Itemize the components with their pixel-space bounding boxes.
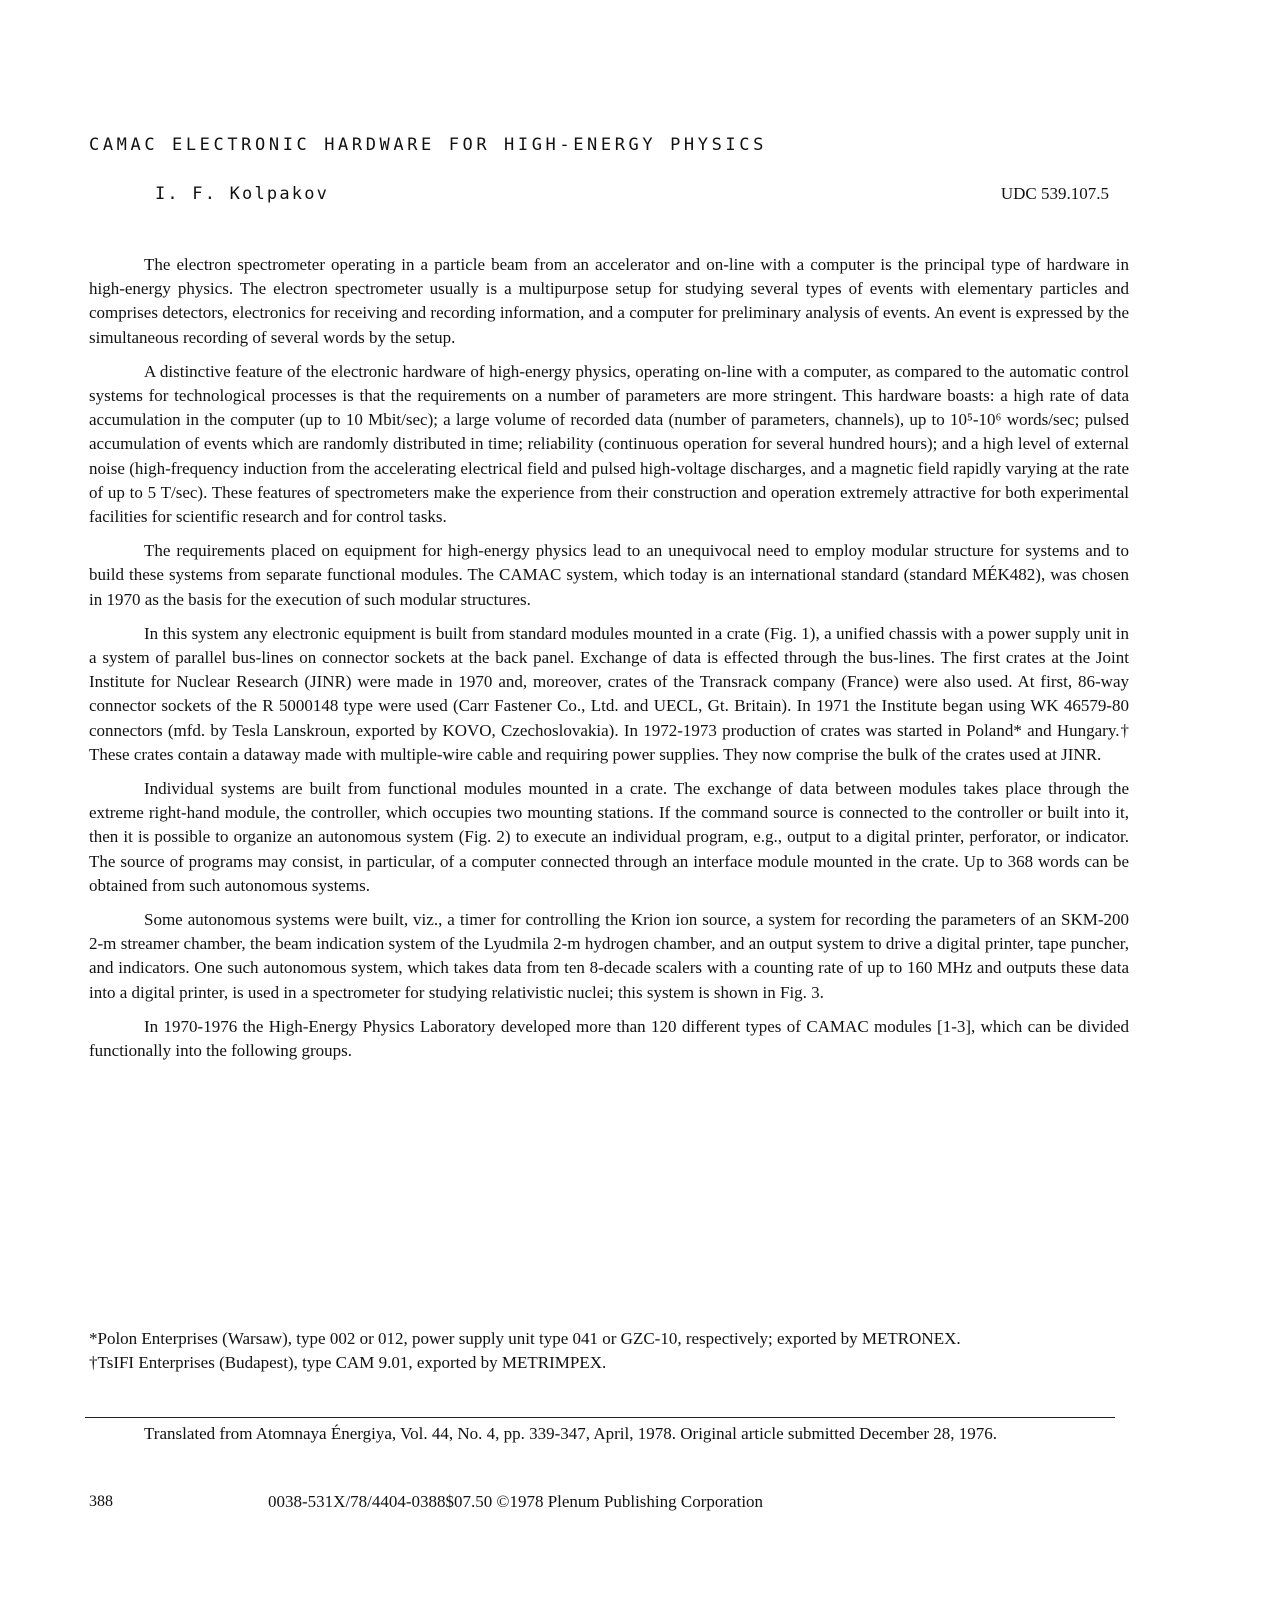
paragraph-6: Some autonomous systems were built, viz., a timer for controlling the Krion ion source, a system for recording the parameters of an SKM-200 2-m streamer chamber, the beam indication system of the Lyudmila 2-m hydrogen chamber, and an output system to drive a digital printer, tape puncher, and indicators. One such autonomous system, which takes data from ten 8-decade scalers with a counting rate of up to 160 MHz and outputs these data into a digital printer, is used in a spectrometer for studying relativistic nuclei; this system is shown in Fig. 3. xyxy=(89,910,1129,1002)
footer-divider xyxy=(85,1417,1115,1418)
page-number: 388 xyxy=(89,1493,113,1510)
article-body xyxy=(89,253,1129,1063)
paragraph-4: In this system any electronic equipment is built from standard modules mounted in a crate (Fig. 1), a unified chassis with a power supply unit in a system of parallel bus-lines on connector sockets at the back panel. Exchange of data is effected through the bus-lines. The first crates at the Joint Institute for Nuclear Research (JINR) were made in 1970 and, moreover, crates of the Transrack company (France) were also used. At first, 86-way connector sockets of the R 5000148 type were used (Carr Fastener Co., Ltd. and UECL, Gt. Britain). In 1971 the Institute began using WK 46579-80 connectors (mfd. by Tesla Lanskroun, exported by KOVO, Czechoslovakia). In 1972-1973 production of crates was started in Poland* and Hungary.† These crates contain a dataway made with multiple-wire cable and requiring power supplies. They now comprise the bulk of the crates used at JINR. xyxy=(89,623,1129,764)
article-title: CAMAC ELECTRONIC HARDWARE FOR HIGH-ENERGY PHYSICS xyxy=(89,135,767,155)
paragraph-5: Individual systems are built from functional modules mounted in a crate. The exchange of data between modules takes place through the extreme right-hand module, the controller, which occupies two mounting stations. If the command source is connected to the controller or built into it, then it is possible to organize an autonomous system (Fig. 2) to execute an individual program, e.g., output to a digital printer, perforator, or indicator. The source of programs may consist, in particular, of a computer connected through an interface module mounted in the crate. Up to 368 words can be obtained from such autonomous systems. xyxy=(89,779,1129,895)
publisher-imprint: 0038-531X/78/4404-0388$07.50 ©1978 Plenum Publishing Corporation xyxy=(268,1492,764,1511)
paragraph-2: A distinctive feature of the electronic hardware of high-energy physics, operating on-line with a computer, as compared to the automatic control systems for technological processes is that the requirements on a number of parameters are more stringent. This hardware boasts: a high rate of data accumulation in the computer (up to 10 Mbit/sec); a large volume of recorded data (number of parameters, channels), up to 10⁵-10⁶ words/sec; pulsed accumulation of events which are randomly distributed in time; reliability (continuous operation for several hundred hours); and a high level of external noise (high-frequency induction from the accelerating electrical field and pulsed high-voltage discharges, and a magnetic field rapidly varying at the rate of up to 5 T/sec). These features of spectrometers make the experience from their construction and operation extremely attractive for both experimental facilities for scientific research and for control tasks. xyxy=(89,361,1129,527)
udc-code: UDC 539.107.5 xyxy=(1000,184,1109,203)
paragraph-3: The requirements placed on equipment for high-energy physics lead to an unequivocal need to employ modular structure for systems and to build these systems from separate functional modules. The CAMAC system, which today is an international standard (standard MÉK482), was chosen in 1970 as the basis for the execution of such modular structures. xyxy=(89,541,1129,609)
footnote-dagger: †TsIFI Enterprises (Budapest), type CAM 9.01, exported by METRIMPEX. xyxy=(89,1353,607,1372)
paragraph-1: The electron spectrometer operating in a particle beam from an accelerator and on-line with a computer is the principal type of hardware in high-energy physics. The electron spectrometer usually is a multipurpose setup for studying several types of events with elementary particles and comprises detectors, electronics for receiving and recording information, and a computer for preliminary analysis of events. An event is expressed by the simultaneous recording of several words by the setup. xyxy=(89,255,1129,347)
footnote-asterisk: *Polon Enterprises (Warsaw), type 002 or 012, power supply unit type 041 or GZC-10, respectively; exported by METRONEX. xyxy=(89,1329,961,1348)
translation-note-text: Translated from Atomnaya Énergiya, Vol. 44, No. 4, pp. 339-347, April, 1978. Original article submitted December 28, 1976. xyxy=(144,1424,998,1443)
paragraph-7: In 1970-1976 the High-Energy Physics Laboratory developed more than 120 different types of CAMAC modules [1-3], which can be divided functionally into the following groups. xyxy=(89,1016,1129,1061)
author-name: I. F. Kolpakov xyxy=(155,184,330,204)
translation-note xyxy=(89,1422,1129,1446)
footnotes xyxy=(89,1327,1129,1375)
